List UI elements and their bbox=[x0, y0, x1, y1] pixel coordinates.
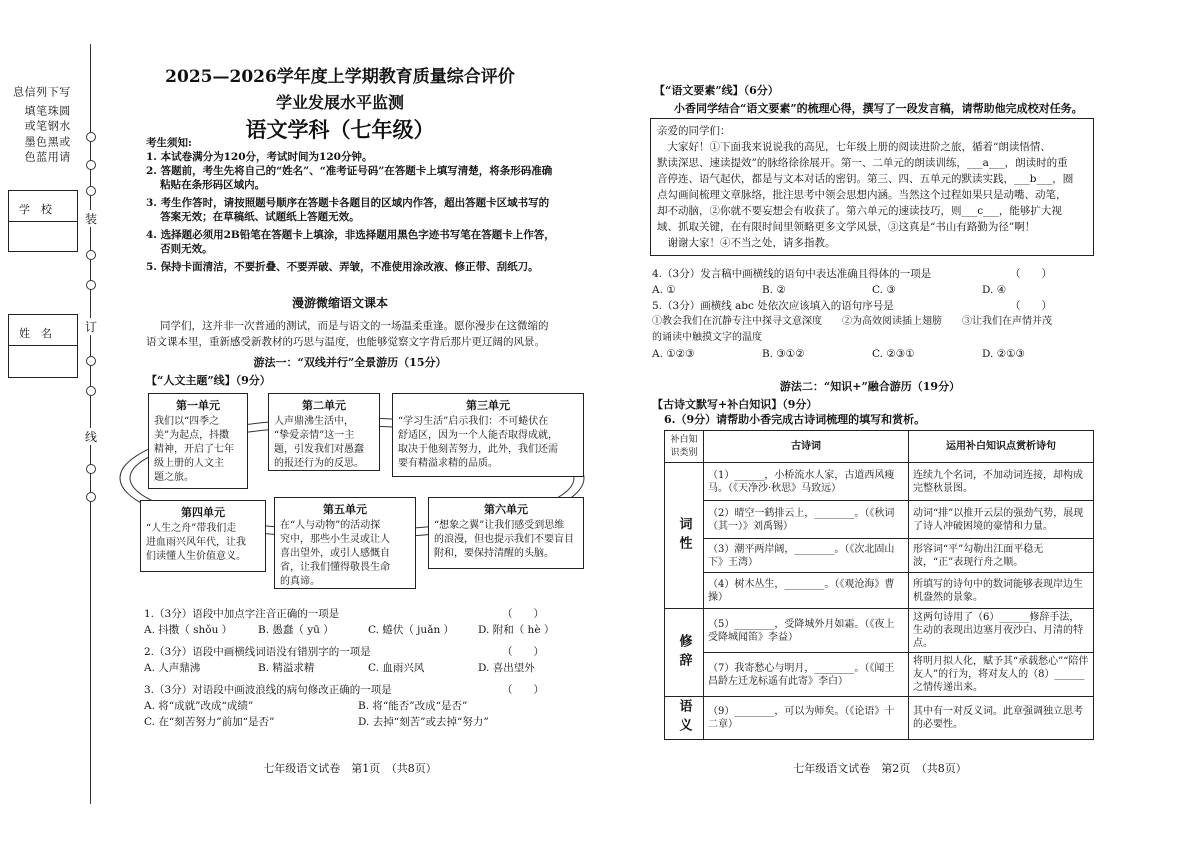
page-footer-left: 七年级语文试卷 第1页 （共8页） bbox=[263, 762, 437, 775]
question-6-stem: 6.（9分）请帮助小香完成古诗词梳理的填写和赏析。 bbox=[664, 413, 926, 426]
school-field[interactable] bbox=[8, 190, 78, 252]
notice-heading: 考生须知: bbox=[146, 137, 192, 149]
binding-notice-col: 写下列信息 bbox=[11, 86, 71, 99]
poem-table bbox=[664, 430, 1094, 740]
table-row bbox=[665, 609, 1094, 653]
unit-line: 要有精溢求精的品质。 bbox=[398, 458, 498, 469]
speech-line: 谢谢大家！④不当之处，请多指教。 bbox=[657, 237, 836, 249]
analysis-cell: 动词“排”以推开云层的强劲气势，展现了诗人冲破困境的豪情和力量。 bbox=[909, 501, 1094, 539]
poem-cell[interactable]: （5）________，受降城外月如霜。（《夜上受降城闻笛》李益） bbox=[704, 609, 909, 653]
table-header-row bbox=[665, 431, 1094, 463]
unit-line: 的真谛。 bbox=[280, 576, 320, 587]
analysis-cell: 形容词“平”勾勒出江面平稳无波，“正”表现行舟之顺。 bbox=[909, 539, 1094, 573]
exam-title-line2: 学业发展水平监测 bbox=[275, 93, 404, 112]
binding-hole bbox=[86, 356, 96, 366]
poem-cell[interactable]: （7）我寄愁心与明月，________。（《闻王昌龄左迁龙标遥有此寄》李白） bbox=[704, 653, 909, 697]
option-d[interactable]: D. ④ bbox=[982, 284, 1007, 296]
category-cell: 语义 bbox=[665, 697, 704, 740]
unit-line: 舒适区，因为一个人能否取得成就， bbox=[398, 430, 558, 441]
unit-card-2 bbox=[268, 393, 380, 471]
poem-cell[interactable]: （4）树木丛生，________。（《观沧海》曹操） bbox=[704, 573, 909, 609]
page-footer-right: 七年级语文试卷 第2页 （共8页） bbox=[793, 762, 967, 775]
option-a[interactable]: A. 人声鼎沸 bbox=[144, 662, 201, 674]
unit-title: 第三单元 bbox=[466, 399, 510, 412]
exam-title-line3: 语文学科（七年级） bbox=[245, 117, 435, 142]
name-label: 姓 名 bbox=[19, 327, 52, 340]
unit-line: “学习生活”启示我们：不可蜷伏在 bbox=[398, 416, 549, 427]
table-row bbox=[665, 463, 1094, 501]
question-2 bbox=[144, 644, 584, 676]
unit-line: “挚爱亲情”这一主 bbox=[274, 430, 355, 441]
unit-card-5 bbox=[274, 497, 416, 589]
notice-item: 2. 答题前，考生先将自己的“姓名”、“准考证号码”在答题卡上填写清楚，将条形码准确 bbox=[146, 165, 553, 177]
poem-cell[interactable]: （2）晴空一鹤排云上，________。（《秋词（其一）》刘禹锡） bbox=[704, 501, 909, 539]
intro-line: 语文课本里，重新感受新教材的巧思与温度，也能够觉察文字背后那片更辽阔的风景。 bbox=[146, 336, 545, 348]
poem-cell[interactable]: （3）潮平两岸阔，________。（《次北固山下》王湾） bbox=[704, 539, 909, 573]
intro-line: 同学们，这并非一次普通的测试，而是与语文的一场温柔重逢。愿你漫步在这微缩的 bbox=[160, 320, 549, 332]
choice-line: 的诵读中触摸文字的温度 bbox=[652, 332, 762, 343]
option-c[interactable]: C. 血雨兴风 bbox=[368, 662, 425, 674]
school-divider bbox=[9, 221, 77, 222]
unit-line: 级上册的人文主 bbox=[154, 458, 224, 469]
option-a[interactable]: A. ①②③ bbox=[652, 348, 695, 360]
binding-hole bbox=[86, 186, 96, 196]
unit-line: 附和，要保持清醒的头脑。 bbox=[434, 548, 554, 559]
question-3 bbox=[144, 682, 584, 730]
notice-item: 5. 保持卡面清洁，不要折叠、不要弄破、弄皱，不准使用涂改液、修正带、刮纸刀。 bbox=[146, 261, 539, 273]
category-cell: 词性 bbox=[665, 463, 704, 609]
unit-title: 第六单元 bbox=[484, 503, 528, 516]
cut-label-ding: 订 bbox=[85, 320, 98, 334]
binding-hole bbox=[86, 386, 96, 396]
unit-title: 第四单元 bbox=[181, 506, 225, 519]
option-b[interactable]: B. 精溢求精 bbox=[258, 662, 315, 674]
notice-item: 粘贴在条形码区域内。 bbox=[146, 179, 266, 191]
exam-title-line1: 2025—2026学年度上学期教育质量综合评价 bbox=[165, 67, 515, 87]
answer-paren[interactable]: （ ） bbox=[502, 608, 544, 620]
answer-paren[interactable]: （ ） bbox=[1010, 268, 1052, 280]
unit-title: 第一单元 bbox=[176, 399, 220, 412]
speech-line: 音停连、语气起伏，都是与文本对话的密钥。第三、四、五单元的默读实践，___b___，圈 bbox=[657, 173, 1074, 185]
unit-line: 省，让我们懂得敬畏生命 bbox=[280, 562, 390, 573]
table-header: 运用补白知识点赏析诗句 bbox=[909, 431, 1094, 463]
question-stem: 3.（3分）对语段中画波浪线的病句修改正确的一项是 bbox=[144, 684, 392, 696]
notice-item: 答案无效；在草稿纸、试题纸上答题无效。 bbox=[146, 211, 360, 223]
cut-label-xian: 线 bbox=[85, 430, 98, 444]
option-c[interactable]: C. 蜷伏（ juǎn ） bbox=[368, 624, 455, 636]
table-row bbox=[665, 501, 1094, 539]
name-field[interactable] bbox=[8, 314, 78, 378]
question-4 bbox=[652, 266, 1092, 298]
unit-line: 的报还行为的反思。 bbox=[274, 458, 364, 469]
table-header: 补白知识类别 bbox=[665, 431, 704, 463]
unit-card-1 bbox=[148, 393, 248, 489]
question-stem: 5.（3分）画横线 abc 处依次应该填入的语句序号是 bbox=[652, 300, 894, 312]
speech-line: 亲爱的同学们： bbox=[657, 125, 731, 137]
cut-label-zhuang: 装 bbox=[85, 212, 98, 226]
poem-cell[interactable]: （1）______，小桥流水人家，古道西风瘦马。（《天净沙·秋思》马致远） bbox=[704, 463, 909, 501]
unit-line: 的浪漫，但也提示我们不要盲目 bbox=[434, 534, 574, 545]
option-c[interactable]: C. ②③① bbox=[872, 348, 915, 360]
notice-list bbox=[146, 150, 586, 274]
option-d[interactable]: D. 去掉“刻苦”或去掉“努力” bbox=[358, 716, 489, 728]
option-a[interactable]: A. ① bbox=[652, 284, 676, 296]
notice-item: 4. 选择题必须用2B铅笔在答题卡上填涂，非选择题用黑色字迹书写笔在答题卡上作答， bbox=[146, 229, 555, 241]
table-row bbox=[665, 573, 1094, 609]
section-title: 漫游微缩语文课本 bbox=[291, 296, 388, 310]
table-row bbox=[665, 653, 1094, 697]
tour1-heading: 游法一：“双线并行”全景游历（15分） bbox=[253, 356, 447, 369]
unit-line: 进血雨兴风年代，让我 bbox=[146, 537, 246, 548]
binding-hole bbox=[86, 160, 96, 170]
unit-line: “想象之翼”让我们感受到思维 bbox=[434, 520, 565, 531]
binding-hole bbox=[86, 492, 96, 502]
option-d[interactable]: D. 喜出望外 bbox=[478, 662, 535, 674]
tour2-heading: 游法二：“知识+”融合游历（19分） bbox=[779, 380, 961, 393]
category-cell: 修辞 bbox=[665, 609, 704, 697]
notice-item: 1. 本试卷满分为120分，考试时间为120分钟。 bbox=[146, 151, 373, 163]
binding-notice bbox=[12, 86, 70, 166]
speech-line: 却不动脑，②你就不要妄想会有收获了。第六单元的速读技巧，则___c___，能够扩大视 bbox=[657, 205, 1062, 217]
table-row bbox=[665, 697, 1094, 740]
binding-notice-col: 请用蓝色 bbox=[23, 150, 71, 163]
analysis-cell: 所填写的诗句中的数词能够表现岸边生机盎然的景象。 bbox=[909, 573, 1094, 609]
question-5 bbox=[652, 298, 1092, 362]
yuwen-label: 【“语文要素”线】（6分） bbox=[654, 84, 779, 97]
school-label: 学 校 bbox=[19, 203, 52, 216]
notice-item: 否则无效。 bbox=[146, 243, 213, 255]
analysis-cell: 将明月拟人化，赋予其“承载愁心”“陪伴友人”的行为，将对友人的（8）______之情传递出来。 bbox=[909, 653, 1094, 697]
binding-line bbox=[90, 44, 91, 804]
option-c[interactable]: C. ③ bbox=[872, 284, 896, 296]
unit-card-4 bbox=[140, 500, 266, 572]
binding-hole bbox=[86, 132, 96, 142]
analysis-cell: 连续九个名词，不加动词连接，却构成完整秋景图。 bbox=[909, 463, 1094, 501]
unit-title: 第二单元 bbox=[302, 399, 346, 412]
binding-hole bbox=[86, 250, 96, 260]
unit-line: 美”为起点，抖擞 bbox=[154, 430, 230, 441]
line-label-humanities: 【“人文主题”线】（9分） bbox=[146, 374, 271, 387]
binding-notice-col: 或黑色墨 bbox=[23, 135, 71, 148]
option-a[interactable]: A. 将“成就”改成“成绩” bbox=[144, 700, 254, 712]
answer-paren[interactable]: （ ） bbox=[1010, 300, 1052, 312]
table-row bbox=[665, 539, 1094, 573]
speech-line: 域、抓取关键，在有限时间里领略更多文学风景，③这真是“书山有路勤为径”啊！ bbox=[657, 221, 1036, 233]
question-1 bbox=[144, 606, 584, 638]
poem-cell[interactable]: （9）________，可以为师矣。（《论语》十二章） bbox=[704, 697, 909, 740]
answer-paren[interactable]: （ ） bbox=[502, 684, 544, 696]
speech-box bbox=[650, 118, 1094, 256]
option-d[interactable]: D. ②①③ bbox=[982, 348, 1025, 360]
unit-line: 们读懂人生价值意义。 bbox=[146, 551, 246, 562]
name-divider bbox=[9, 345, 77, 346]
unit-card-3 bbox=[392, 393, 584, 477]
unit-title: 第五单元 bbox=[323, 503, 367, 516]
yuwen-intro: 小香同学结合“语文要素”的梳理心得，撰写了一段发言稿，请帮助他完成校对任务。 bbox=[674, 102, 1083, 115]
unit-line: “人生之舟”带我们走 bbox=[146, 523, 237, 534]
binding-notice-col: 水钢笔或 bbox=[23, 120, 71, 133]
binding-hole bbox=[86, 464, 96, 474]
unit-line: 取决于他刻苦努力，此外，我们还需 bbox=[398, 444, 558, 455]
analysis-cell: 其中有一对反义词。此章强调独立思考的必要性。 bbox=[909, 697, 1094, 740]
unit-line: 我们以“四季之 bbox=[154, 416, 220, 427]
option-a[interactable]: A. 抖擞（ shǒu ） bbox=[144, 624, 233, 636]
option-d[interactable]: D. 附和（ hè ） bbox=[478, 624, 555, 636]
unit-line: 在“人与动物”的活动探 bbox=[280, 520, 381, 531]
notice-item: 3. 考生作答时，请按照题号顺序在答题卡各题目的区域内作答，超出答题卡区域书写的 bbox=[146, 197, 550, 209]
option-b[interactable]: B. ③①② bbox=[762, 348, 805, 360]
unit-line: 人声鼎沸生活中， bbox=[274, 416, 354, 427]
section-intro bbox=[146, 318, 586, 350]
speech-line: 大家好！①下面我来说说我的高见，七年级上册的阅读进阶之旅，循着“朗读悟情、 bbox=[657, 141, 1051, 153]
question-stem: 4.（3分）发言稿中画横线的语句中表达准确且得体的一项是 bbox=[652, 268, 932, 280]
gushi-label: 【古诗文默写+补白知识】（9分） bbox=[652, 398, 818, 411]
speech-line: 点勾画间梳理文章脉络，批注思考中领会思想内涵。当然这个过程如果只是动嘴、动笔， bbox=[657, 189, 1067, 201]
question-stem: 1.（3分）语段中加点字注音正确的一项是 bbox=[144, 608, 340, 620]
unit-card-6 bbox=[428, 497, 584, 569]
option-b[interactable]: B. 将“能否”改成“是否” bbox=[358, 700, 468, 712]
unit-line: 究中，那些小生灵或让人 bbox=[280, 534, 390, 545]
binding-notice-col: 圆珠笔填 bbox=[23, 105, 71, 118]
unit-line: 精神，开启了七年 bbox=[154, 444, 234, 455]
option-c[interactable]: C. 在“刻苦努力”前加“是否” bbox=[144, 716, 275, 728]
unit-line: 喜出望外，或引人感慨自 bbox=[280, 548, 390, 559]
question-stem: 2.（3分）语段中画横线词语没有错别字的一项是 bbox=[144, 646, 371, 658]
option-b[interactable]: B. ② bbox=[762, 284, 786, 296]
unit-line: 题，引发我们对愚蠢 bbox=[274, 444, 364, 455]
unit-line: 题之旅。 bbox=[154, 472, 194, 483]
analysis-cell: 这两句诗用了（6）______修辞手法，生动的表现出边塞月夜沙白、月清的特点。 bbox=[909, 609, 1094, 653]
speech-line: 默读深思、速读提效”的脉络徐徐展开。第一、二单元的朗读训练，___a___，朗读时的重 bbox=[657, 157, 1068, 169]
option-b[interactable]: B. 愚蠢（ yū ） bbox=[258, 624, 334, 636]
binding-hole bbox=[86, 280, 96, 290]
answer-paren[interactable]: （ ） bbox=[502, 646, 544, 658]
table-header: 古诗词 bbox=[704, 431, 909, 463]
choice-line: ①教会我们在沉静专注中探寻文意深度 ②为高效阅读插上翅膀 ③让我们在声情并茂 bbox=[652, 316, 1052, 327]
